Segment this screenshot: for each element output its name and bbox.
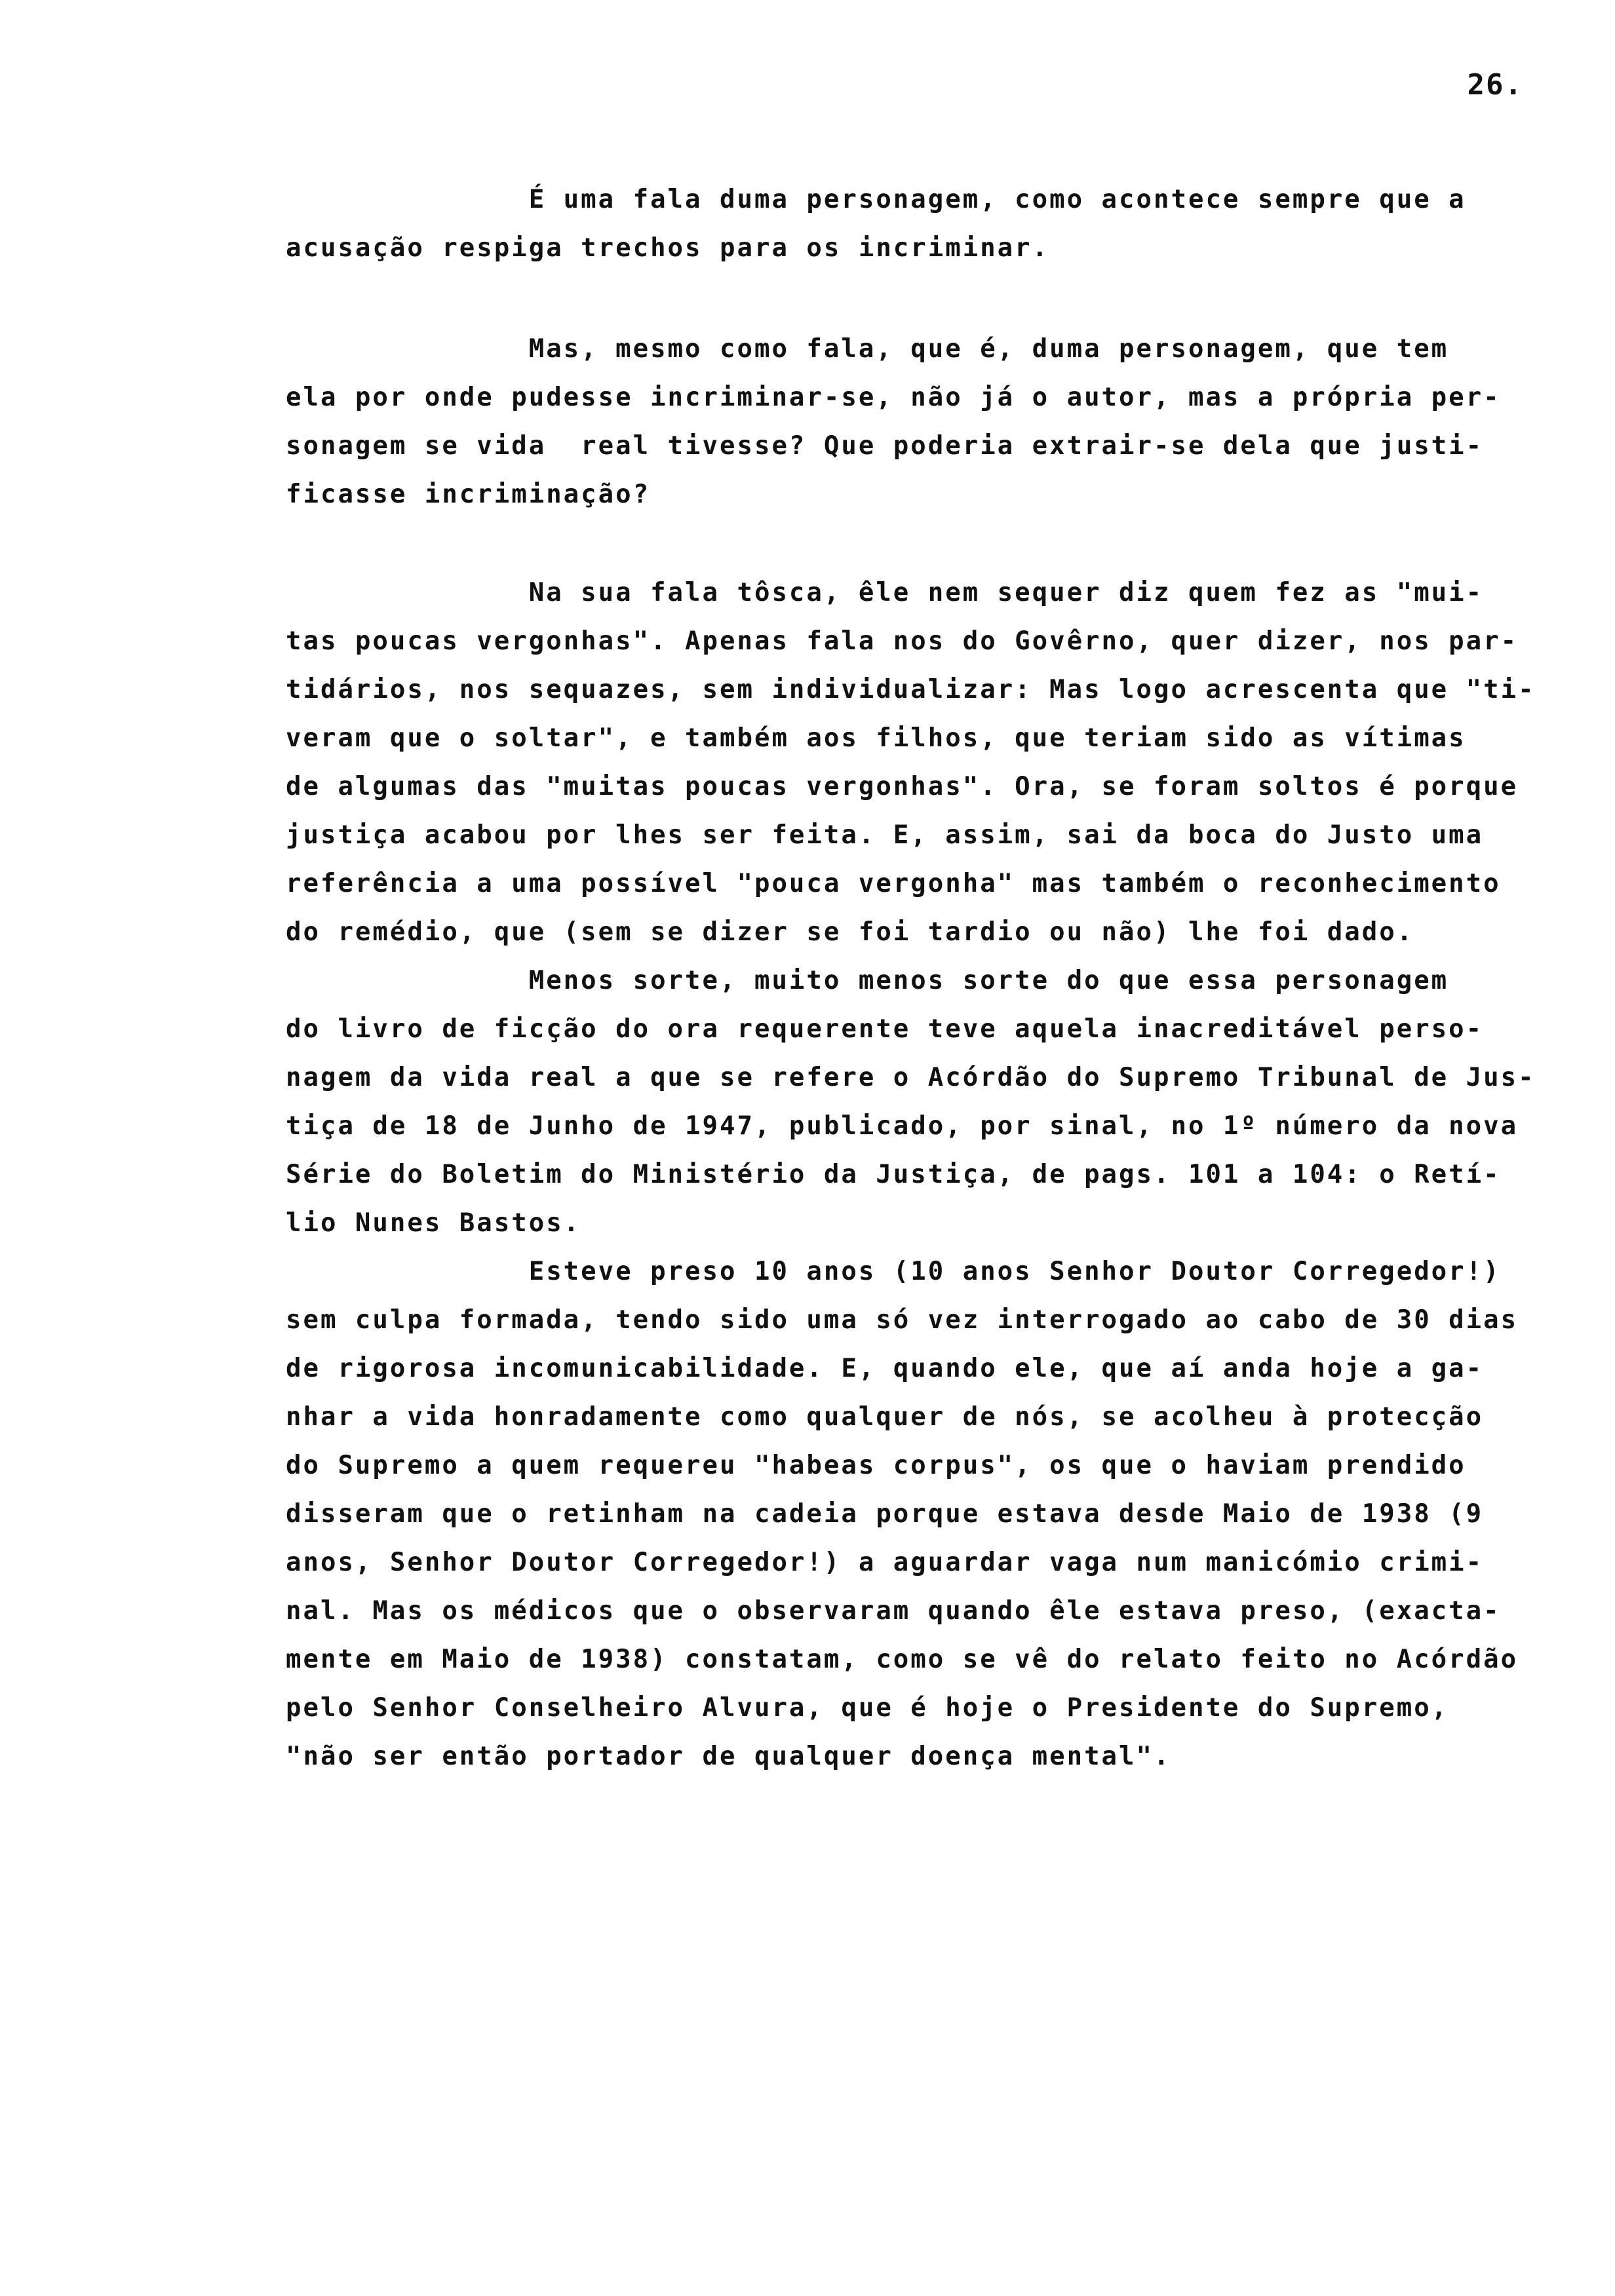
text-line: justiça acabou por lhes ser feita. E, assim, sai da boca do Justo uma bbox=[286, 820, 1484, 850]
text-line: referência a uma possível "pouca vergonha" mas também o reconhecimento bbox=[286, 869, 1501, 898]
text-line: Mas, mesmo como fala, que é, duma personagem, que tem bbox=[286, 334, 1449, 364]
paragraph-3 bbox=[286, 569, 1538, 1781]
text-line: lio Nunes Bastos. bbox=[286, 1208, 581, 1238]
text-line: do remédio, que (sem se dizer se foi tardio ou não) lhe foi dado. bbox=[286, 917, 1414, 947]
text-line: veram que o soltar", e também aos filhos, que teriam sido as vítimas bbox=[286, 723, 1466, 753]
text-line: nhar a vida honradamente como qualquer de nós, se acolheu à protecção bbox=[286, 1402, 1484, 1432]
text-line: ficasse incriminação? bbox=[286, 480, 651, 509]
text-line: ela por onde pudesse incriminar-se, não já o autor, mas a própria per- bbox=[286, 383, 1501, 412]
text-line: anos, Senhor Doutor Corregedor!) a aguardar vaga num manicómio crimi- bbox=[286, 1548, 1484, 1577]
text-line: tidários, nos sequazes, sem individualizar: Mas logo acrescenta que "ti- bbox=[286, 675, 1536, 704]
text-line: Série do Boletim do Ministério da Justiça, de pags. 101 a 104: o Retí- bbox=[286, 1160, 1501, 1189]
page-number: 26. bbox=[1467, 68, 1523, 102]
text-line: Menos sorte, muito menos sorte do que essa personagem bbox=[286, 966, 1449, 995]
text-line: de rigorosa incomunicabilidade. E, quando ele, que aí anda hoje a ga- bbox=[286, 1354, 1484, 1383]
text-line: de algumas das "muitas poucas vergonhas". Ora, se foram soltos é porque bbox=[286, 772, 1519, 801]
text-line: nagem da vida real a que se refere o Acórdão do Supremo Tribunal de Jus- bbox=[286, 1063, 1536, 1092]
paragraph-1 bbox=[286, 176, 1538, 273]
text-line: nal. Mas os médicos que o observaram quando êle estava preso, (exacta- bbox=[286, 1596, 1501, 1626]
text-line: pelo Senhor Conselheiro Alvura, que é hoje o Presidente do Supremo, bbox=[286, 1693, 1449, 1723]
text-line: mente em Maio de 1938) constatam, como se vê do relato feito no Acórdão bbox=[286, 1645, 1519, 1674]
text-line: sonagem se vida real tivesse? Que poderia extrair-se dela que justi- bbox=[286, 431, 1484, 461]
text-line: tas poucas vergonhas". Apenas fala nos do Govêrno, quer dizer, nos par- bbox=[286, 626, 1519, 656]
text-line: É uma fala duma personagem, como acontece sempre que a bbox=[286, 185, 1466, 214]
text-line: disseram que o retinham na cadeia porque estava desde Maio de 1938 (9 bbox=[286, 1499, 1484, 1529]
text-line: "não ser então portador de qualquer doença mental". bbox=[286, 1742, 1171, 1771]
text-line: tiça de 18 de Junho de 1947, publicado, por sinal, no 1º número da nova bbox=[286, 1111, 1519, 1141]
text-line: do livro de ficção do ora requerente teve aquela inacreditável perso- bbox=[286, 1014, 1484, 1044]
text-line: acusação respiga trechos para os incriminar. bbox=[286, 233, 1050, 263]
text-line: sem culpa formada, tendo sido uma só vez interrogado ao cabo de 30 dias bbox=[286, 1305, 1519, 1335]
text-line: Esteve preso 10 anos (10 anos Senhor Doutor Corregedor!) bbox=[286, 1257, 1501, 1286]
paragraph-2 bbox=[286, 325, 1538, 519]
text-line: do Supremo a quem requereu "habeas corpus", os que o haviam prendido bbox=[286, 1451, 1466, 1480]
text-line: Na sua fala tôsca, êle nem sequer diz quem fez as "mui- bbox=[286, 578, 1484, 607]
